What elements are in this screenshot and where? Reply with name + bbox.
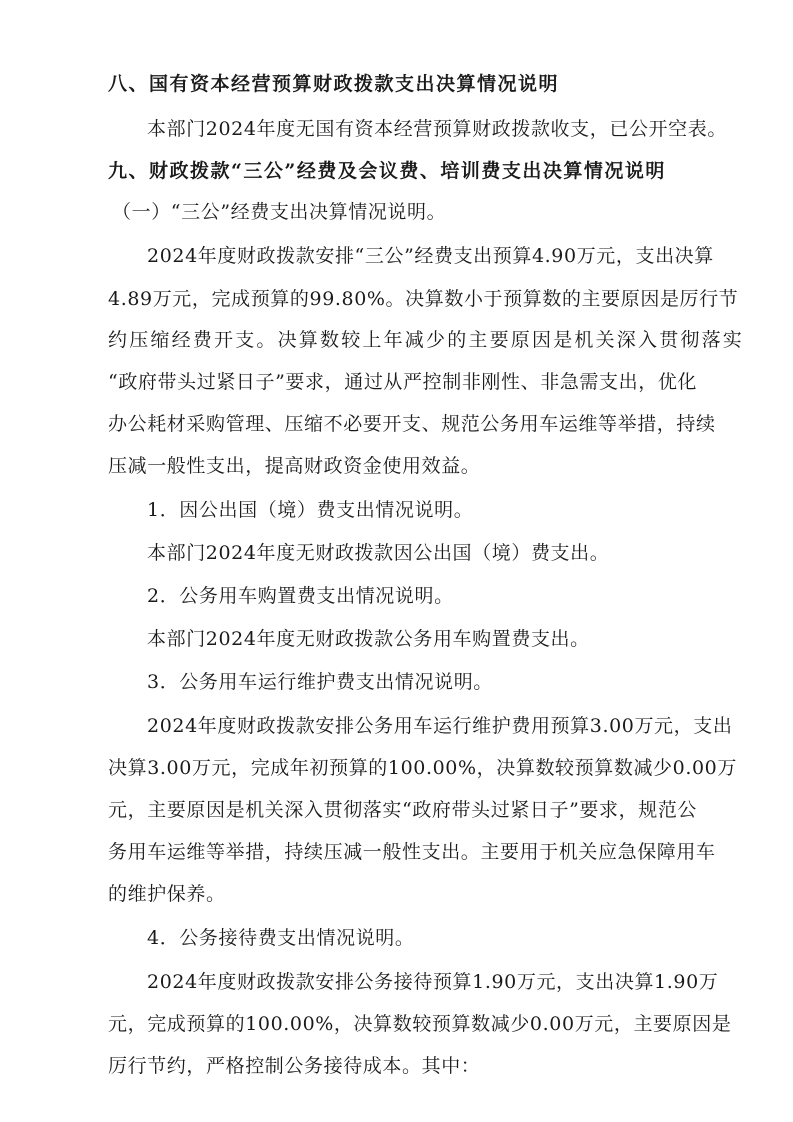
paragraph-line: “政府带头过紧日子”要求，通过从严控制非刚性、非急需支出，优化	[108, 371, 698, 393]
paragraph-line: 元，主要原因是机关深入贯彻落实“政府带头过紧日子”要求，规范公	[108, 799, 698, 821]
section-heading-9: 九、财政拨款“三公”经费及会议费、培训费支出决算情况说明	[108, 160, 666, 182]
paragraph-line: 压减一般性支出，提高财政资金使用效益。	[108, 455, 481, 477]
item-heading-1: 1．因公出国（境）费支出情况说明。	[147, 499, 474, 521]
paragraph-line: 厉行节约，严格控制公务接待成本。其中：	[108, 1055, 481, 1077]
paragraph-line: 本部门2024年度无财政拨款公务用车购置费支出。	[147, 628, 590, 650]
item-heading-3: 3．公务用车运行维护费支出情况说明。	[147, 671, 493, 693]
subsection-heading: （一）“三公”经费支出决算情况说明。	[112, 201, 447, 223]
paragraph-line: 决算3.00万元，完成年初预算的100.00%，决算数较预算数减少0.00万	[108, 757, 737, 779]
item-heading-2: 2．公务用车购置费支出情况说明。	[147, 585, 454, 607]
paragraph-line: 务用车运维等举措，持续压减一般性支出。主要用于机关应急保障用车	[108, 841, 716, 863]
paragraph-line: 2024年度财政拨款安排公务用车运行维护费用预算3.00万元，支出	[147, 715, 733, 737]
paragraph-line: 的维护保养。	[108, 883, 226, 905]
paragraph-line: 2024年度财政拨款安排公务接待预算1.90万元，支出决算1.90万	[147, 971, 719, 993]
paragraph-line: 4.89万元，完成预算的99.80%。决算数小于预算数的主要原因是厉行节	[108, 288, 739, 310]
item-heading-4: 4．公务接待费支出情况说明。	[147, 927, 415, 949]
paragraph-line: 元，完成预算的100.00%，决算数较预算数减少0.00万元，主要原因是	[108, 1013, 732, 1035]
paragraph-line: 本部门2024年度无国有资本经营预算财政拨款收支，已公开空表。	[147, 118, 727, 140]
paragraph-line: 约压缩经费开支。决算数较上年减少的主要原因是机关深入贯彻落实	[108, 329, 745, 351]
paragraph-line: 2024年度财政拨款安排“三公”经费支出预算4.90万元，支出决算	[147, 245, 714, 267]
paragraph-line: 本部门2024年度无财政拨款因公出国（境）费支出。	[147, 542, 610, 564]
section-heading-8: 八、国有资本经营预算财政拨款支出决算情况说明	[108, 73, 560, 95]
paragraph-line: 办公耗材采购管理、压缩不必要开支、规范公务用车运维等举措，持续	[108, 413, 716, 435]
